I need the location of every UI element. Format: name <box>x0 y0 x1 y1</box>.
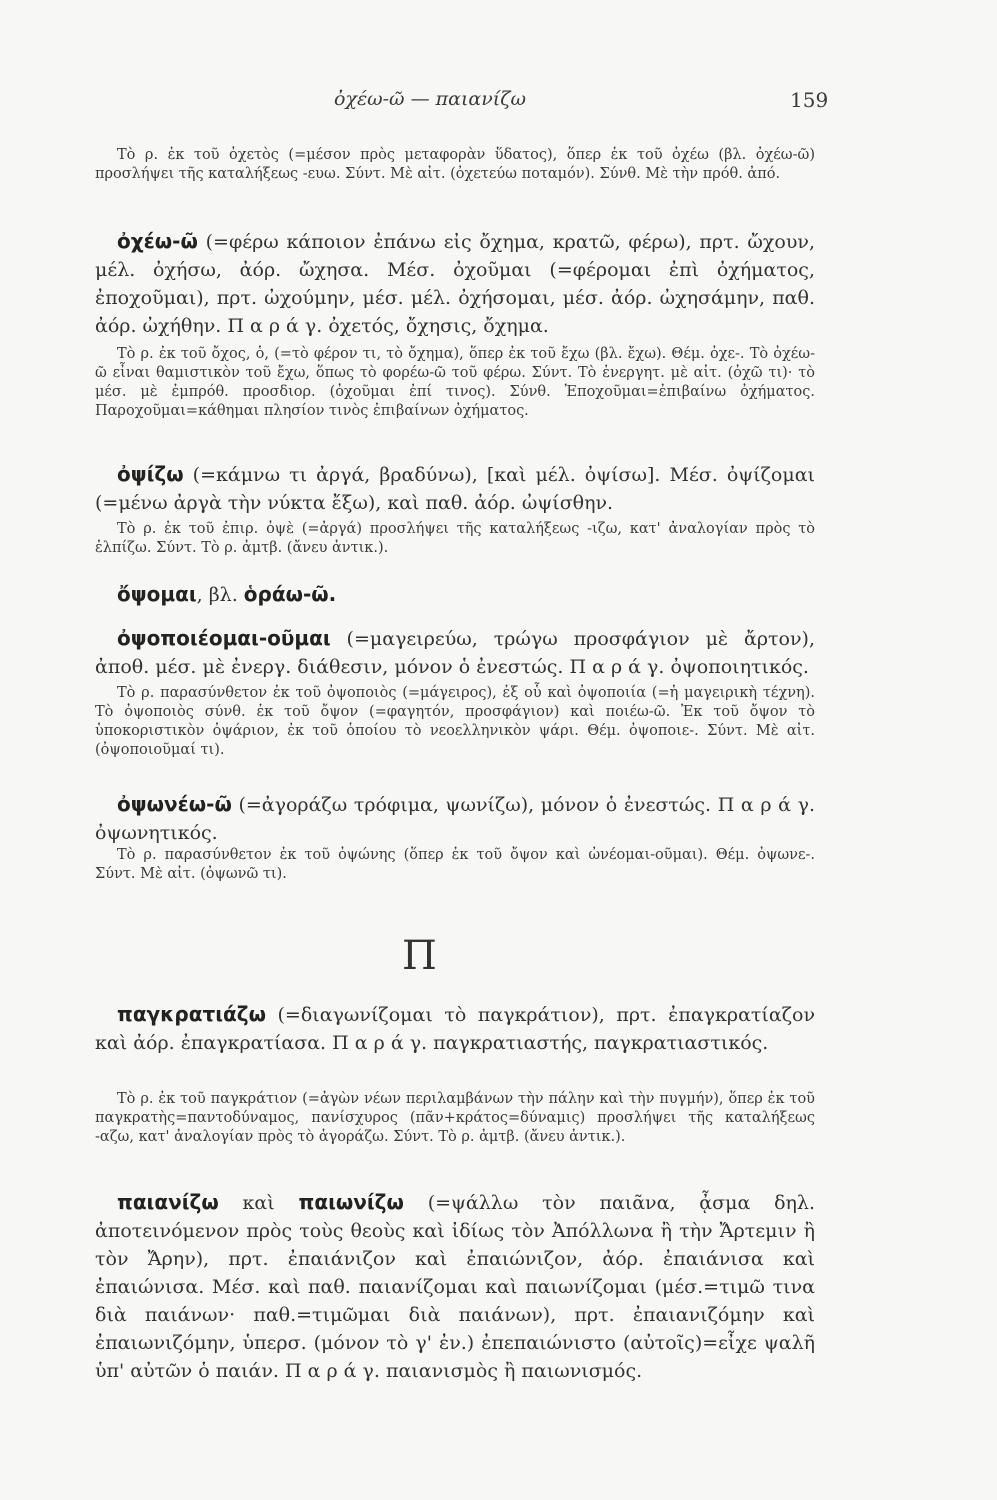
entry-definition: (=φέρω κάποιον ἐπάνω εἰς ὄχημα, κρατῶ, φέρω), πρτ. ὤχουν, μέλ. ὀχήσω, ἀόρ. ὤχησα. Μέσ. ὀχοῦμαι (=φέρομαι ἐπὶ ὀχήματος, ἐποχοῦμαι), πρτ. ὠχούμην, μέσ. μέλ. ὀχήσομαι, μέσ. ἀόρ. ὠχησάμην, παθ. ἀόρ. ὠχήθην. Π α ρ ά γ. ὀχετός, ὄχησις, ὄχημα. <box>95 231 815 337</box>
entry <box>95 460 815 517</box>
entry-note: Τὸ ρ. ἐκ τοῦ ὀχετὸς (=μέσον πρὸς μεταφορὰν ὕδατος), ὅπερ ἐκ τοῦ ὀχέω (βλ. ὀχέω-ῶ) προσλήψει τῆς καταλήξεως -ευω. Σύντ. Μὲ αἰτ. (ὀχετεύω ποταμόν). Σύνθ. Μὲ τὴν πρόθ. ἀπό. <box>95 147 815 182</box>
entry <box>95 790 815 847</box>
entry-lemma-alt: παιωνίζω <box>298 1190 404 1214</box>
running-title: ὀχέω-ῶ — παιανίζω <box>334 88 527 110</box>
entry <box>95 1188 815 1385</box>
entry-definition: (=κάμνω τι ἀργά, βραδύνω), [καὶ μέλ. ὀψίσω]. Μέσ. ὀψίζομαι (=μένω ἀργὰ τὴν νύκτα ἔξω), καὶ παθ. ἀόρ. ὠψίσθην. <box>95 464 815 514</box>
entry-note: Τὸ ρ. ἐκ τοῦ ὄχος, ὁ, (=τὸ φέρον τι, τὸ ὄχημα), ὅπερ ἐκ τοῦ ἔχω (βλ. ἔχω). Θέμ. ὀχε-. Τὸ ὀχέω-ῶ εἶναι θαμιστικὸν τοῦ ἔχω, ὅπως τὸ φορέω-ῶ τοῦ φέρω. Σύντ. Τὸ ἐνεργητ. μὲ αἰτ. (ὀχῶ τι)· τὸ μέσ. μὲ ἐμπρόθ. προσδιορ. (ὀχοῦμαι ἐπί τινος). Σύνθ. Ἐποχοῦμαι=ἐπιβαίνω ὀχήματος. Παροχοῦμαι=κάθημαι πλησίον τινὸς ἐπιβαίνων ὀχήματος. <box>95 346 815 419</box>
entry-note: Τὸ ρ. ἐκ τοῦ παγκράτιον (=ἀγὼν νέων περιλαμβάνων τὴν πάλην καὶ τὴν πυγμήν), ὅπερ ἐκ τοῦ παγκρατὴς=παντοδύναμος, πανίσχυρος (πᾶν+κράτος=δύναμις) προσλήψει τῆς καταλήξεως -αζω, κατ' ἀναλογίαν πρὸς τὸ ἀγοράζω. Σύντ. Τὸ ρ. ἀμτβ. (ἄνευ ἀντικ.). <box>95 1091 815 1145</box>
entry <box>95 227 815 340</box>
entry-crossref: ὁράω-ῶ. <box>243 582 337 606</box>
entry-definition: (=ψάλλω τὸν παιᾶνα, ᾆσμα δηλ. ἀποτεινόμενον πρὸς τοὺς θεοὺς καὶ ἰδίως τὸν Ἀπόλλωνα ἢ τὴν Ἄρτεμιν ἢ τὸν Ἄρην), πρτ. ἐπαιάνιζον καὶ ἐπαιώνιζον, ἀόρ. ἐπαιάνισα καὶ ἐπαιώνισα. Μέσ. καὶ παθ. παιανίζομαι καὶ παιωνίζομαι (μέσ.=τιμῶ τινα διὰ παιάνων· παθ.=τιμῶμαι διὰ παιάνων), πρτ. ἐπαιανιζόμην καὶ ἐπαιωνιζόμην, ὑπερσ. (μόνον τὸ γ' ἐν.) ἐπεπαιώνιστο (αὐτοῖς)=εἶχε ψαλῆ ὑπ' αὐτῶν ὁ παιάν. Π α ρ ά γ. παιανισμὸς ἢ παιωνισμός. <box>95 1192 815 1382</box>
entry <box>95 1000 815 1057</box>
entry-lemma: ὀχέω-ῶ <box>117 229 198 253</box>
entry-note: Τὸ ρ. παρασύνθετον ἐκ τοῦ ὀψοποιὸς (=μάγειρος), ἐξ οὗ καὶ ὀψοποιία (=ἡ μαγειρικὴ τέχνη). Τὸ ὀψοποιὸς σύνθ. ἐκ τοῦ ὄψον (=φαγητόν, προσφάγιον) καὶ ποιέω-ῶ. Ἐκ τοῦ ὄψον τὸ ὑποκοριστικὸν ὀψάριον, ἐκ τοῦ ὁποίου τὸ νεοελληνικὸν ψάρι. Θέμ. ὀψοποιε-. Σύντ. Μὲ αἰτ. (ὀψοποιοῦμαί τι). <box>95 685 815 758</box>
entry-note: Τὸ ρ. παρασύνθετον ἐκ τοῦ ὀψώνης (ὅπερ ἐκ τοῦ ὄψον καὶ ὠνέομαι-οῦμαι). Θέμ. ὀψωνε-. Σύντ. Μὲ αἰτ. (ὀψωνῶ τι). <box>95 847 815 882</box>
entry-lemma: ὄψομαι <box>117 582 197 606</box>
entry-definition: (=ἀγοράζω τρόφιμα, ψωνίζω), μόνον ὁ ἐνεστώς. Π α ρ ά γ. ὀψωνητικός. <box>95 794 815 844</box>
entry-definition: (=διαγωνίζομαι τὸ παγκράτιον), πρτ. ἐπαγκρατίαζον καὶ ἀόρ. ἐπαγκρατίασα. Π α ρ ά γ. παγκρατιαστής, παγκρατιαστικός. <box>95 1004 815 1054</box>
entry-lemma: παιανίζω <box>117 1190 219 1214</box>
entry-definition: (=μαγειρεύω, τρώγω προσφάγιον μὲ ἄρτον), ἀποθ. μέσ. μὲ ἐνεργ. διάθεσιν, μόνον ὁ ἐνεστώς. Π α ρ ά γ. ὀψοποιητικός. <box>95 628 815 678</box>
section-letter: Π <box>402 933 437 979</box>
entry <box>95 624 815 681</box>
entry-connector: καὶ <box>218 1192 299 1214</box>
entry-lemma: ὀψοποιέομαι-οῦμαι <box>117 626 331 650</box>
entry-definition: , βλ. <box>196 584 244 606</box>
entry-note: Τὸ ρ. ἐκ τοῦ ἐπιρ. ὀψὲ (=ἀργά) προσλήψει τῆς καταλήξεως -ιζω, κατ' ἀναλογίαν πρὸς τὸ ἐλπίζω. Σύντ. Τὸ ρ. ἀμτβ. (ἄνευ ἀντικ.). <box>95 521 815 556</box>
page-number: 159 <box>790 88 829 112</box>
entry-lemma: παγκρατιάζω <box>117 1002 266 1026</box>
entry-lemma: ὀψίζω <box>117 462 184 486</box>
entry-lemma: ὀψωνέω-ῶ <box>117 792 232 816</box>
entry <box>95 580 815 609</box>
